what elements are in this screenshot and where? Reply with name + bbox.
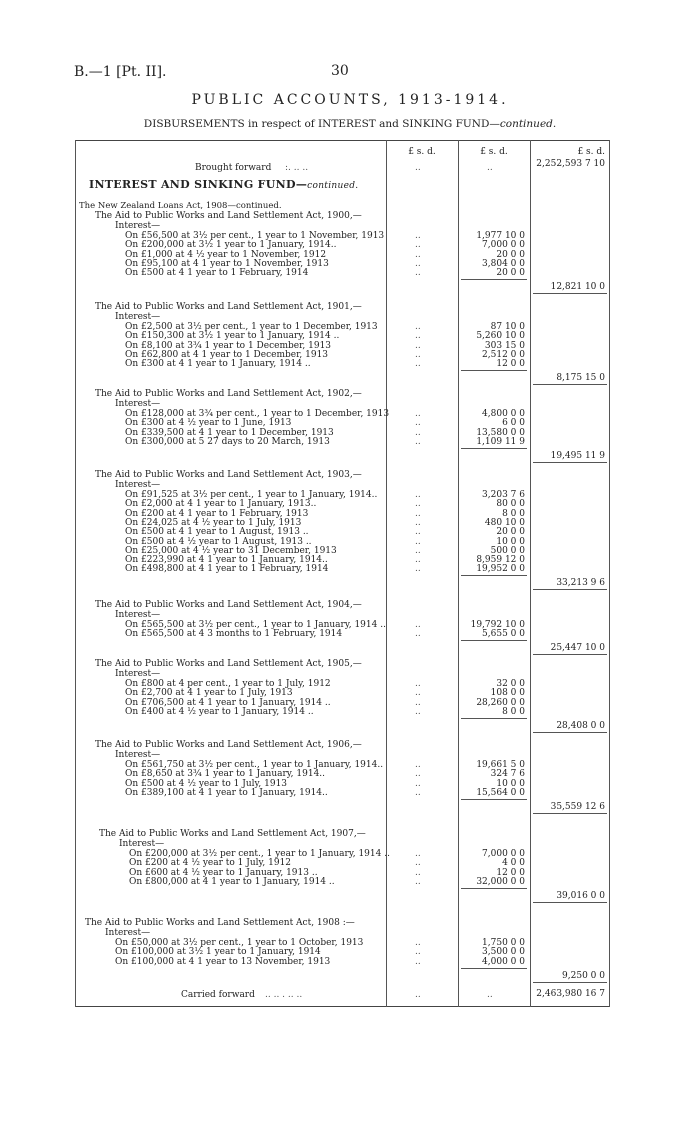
line-item-description: On £200,000 at 3½ 1 year to 1 January, 1914.. (125, 240, 337, 251)
line-item-amount: 87 10 0 (490, 322, 525, 332)
interest-label: Interest— (115, 312, 161, 322)
line-item-amount: 32 0 0 (496, 679, 525, 689)
line-item-col1-dots: .. (415, 956, 421, 967)
line-item-description: On £56,500 at 3½ per cent., 1 year to 1 November, 1913 (125, 231, 385, 241)
group-total-rule (533, 462, 607, 463)
group-subtotal-rule (461, 718, 527, 719)
line-item-amount: 7,000 0 0 (482, 240, 525, 251)
col3-header: £ s. d. (577, 147, 605, 157)
group-total-rule (533, 654, 607, 655)
line-item-amount: 32,000 0 0 (476, 876, 525, 887)
line-item-amount: 20 0 0 (496, 249, 525, 260)
carried-forward-col2-dots: .. (487, 990, 493, 1000)
line-item-description: On £500 at 4 ½ year to 1 August, 1913 .. (125, 536, 312, 547)
line-item-amount: 3,804 0 0 (482, 258, 525, 269)
line-item-description: On £200 at 4 1 year to 1 February, 1913 (125, 508, 309, 519)
line-item-amount: 80 0 0 (496, 499, 525, 510)
line-item-col1-dots: .. (415, 769, 421, 780)
line-item-description: On £339,500 at 4 1 year to 1 December, 1913 (125, 427, 334, 438)
group-title: The Aid to Public Works and Land Settlement Act, 1901,— (95, 302, 362, 312)
line-item-description: On £498,800 at 4 1 year to 1 February, 1914 (125, 564, 329, 575)
line-item-amount: 12 0 0 (496, 867, 525, 878)
group-total: 28,408 0 0 (556, 720, 605, 731)
line-item-col1-dots: .. (415, 527, 421, 538)
line-item-description: On £565,500 at 3½ per cent., 1 year to 1 January, 1914 .. (125, 620, 386, 630)
line-item-description: On £50,000 at 3½ per cent., 1 year to 1 October, 1913 (115, 938, 364, 948)
brought-forward-label: Brought forward (195, 163, 272, 173)
col1-header: £ s. d. (408, 147, 436, 157)
brought-forward-col1-dots: .. (415, 163, 421, 173)
group-subtotal-rule (461, 888, 527, 889)
line-item-description: On £150,300 at 3½ 1 year to 1 January, 1914 .. (125, 331, 340, 342)
document-reference: B.—1 [Pt. II]. (74, 64, 167, 80)
line-item-description: On £500 at 4 1 year to 1 February, 1914 (125, 268, 309, 279)
line-item-amount: 4,800 0 0 (482, 409, 525, 419)
group-title: The Aid to Public Works and Land Settlement Act, 1903,— (95, 470, 362, 480)
group-total: 8,175 15 0 (556, 373, 605, 384)
line-item-amount: 500 0 0 (490, 545, 525, 556)
line-item-amount: 4,000 0 0 (482, 956, 525, 967)
line-item-col1-dots: .. (415, 490, 421, 500)
line-item-amount: 1,977 10 0 (476, 231, 525, 241)
line-item-col1-dots: .. (415, 240, 421, 251)
line-item-amount: 12 0 0 (496, 359, 525, 370)
line-item-amount: 324 7 6 (490, 769, 525, 780)
line-item-description: On £24,025 at 4 ½ year to 1 July, 1913 (125, 517, 302, 528)
line-item-description: On £1,000 at 4 ½ year to 1 November, 1912 (125, 249, 327, 260)
carried-forward-label: Carried forward (181, 990, 255, 1000)
line-item-col1-dots: .. (415, 620, 421, 630)
line-item-description: On £128,000 at 3¾ per cent., 1 year to 1 December, 1913 (125, 409, 390, 419)
line-item-col1-dots: .. (415, 760, 421, 770)
line-item-col1-dots: .. (415, 876, 421, 887)
col2-header: £ s. d. (480, 147, 508, 157)
line-item-col1-dots: .. (415, 706, 421, 717)
brought-forward-dots: :. .. .. (285, 163, 309, 173)
line-item-amount: 19,952 0 0 (476, 564, 525, 575)
line-item-amount: 10 0 0 (496, 536, 525, 547)
line-item-description: On £565,500 at 4 3 months to 1 February, 1914 (125, 629, 343, 640)
line-item-amount: 20 0 0 (496, 268, 525, 279)
line-item-col1-dots: .. (415, 688, 421, 699)
line-item-col1-dots: .. (415, 508, 421, 519)
line-item-description: On £91,525 at 3½ per cent., 1 year to 1 January, 1914.. (125, 490, 378, 500)
line-item-col1-dots: .. (415, 787, 421, 798)
group-total-rule (533, 384, 607, 385)
interest-label: Interest— (115, 221, 161, 231)
page-title: PUBLIC ACCOUNTS, 1913-1914. (191, 92, 509, 108)
group-title: The Aid to Public Works and Land Settlement Act, 1900,— (95, 211, 362, 221)
line-item-col1-dots: .. (415, 517, 421, 528)
line-item-description: On £100,000 at 3½ 1 year to 1 January, 1914 (115, 947, 321, 958)
line-item-col1-dots: .. (415, 409, 421, 419)
col1-left-rule (386, 140, 387, 1007)
line-item-col1-dots: .. (415, 697, 421, 708)
line-item-amount: 1,750 0 0 (482, 938, 525, 948)
line-item-col1-dots: .. (415, 499, 421, 510)
line-item-amount: 3,500 0 0 (482, 947, 525, 958)
act-intro: The New Zealand Loans Act, 1908—continued. (79, 201, 282, 211)
line-item-description: On £400 at 4 ½ year to 1 January, 1914 .. (125, 706, 314, 717)
group-total-rule (533, 293, 607, 294)
line-item-col1-dots: .. (415, 536, 421, 547)
group-total: 35,559 12 6 (550, 801, 605, 812)
line-item-description: On £200,000 at 3½ per cent., 1 year to 1 January, 1914 .. (129, 849, 390, 859)
interest-label: Interest— (115, 750, 161, 760)
brought-forward-total: 2,252,593 7 10 (536, 159, 605, 169)
group-total-rule (533, 589, 607, 590)
line-item-amount: 28,260 0 0 (476, 697, 525, 708)
line-item-amount: 19,792 10 0 (470, 620, 525, 630)
line-item-description: On £25,000 at 4 ½ year to 31 December, 1913 (125, 545, 337, 556)
brought-forward-col2-dots: .. (487, 163, 493, 173)
line-item-amount: 5,655 0 0 (482, 629, 525, 640)
section-title-continued: continued. (307, 181, 359, 191)
table-right-rule (609, 140, 610, 1007)
line-item-description: On £95,100 at 4 1 year to 1 November, 1913 (125, 258, 329, 269)
line-item-description: On £200 at 4 ½ year to 1 July, 1912 (129, 858, 292, 869)
line-item-description: On £600 at 4 ½ year to 1 January, 1913 .. (129, 867, 318, 878)
line-item-col1-dots: .. (415, 418, 421, 429)
line-item-amount: 480 10 0 (484, 517, 525, 528)
section-title-text: INTEREST AND SINKING FUND— (89, 178, 308, 191)
line-item-description: On £800,000 at 4 1 year to 1 January, 1914 .. (129, 876, 335, 887)
subtitle-continued: continued. (499, 118, 557, 130)
line-item-col1-dots: .. (415, 349, 421, 360)
line-item-amount: 108 0 0 (490, 688, 525, 699)
line-item-col1-dots: .. (415, 359, 421, 370)
line-item-amount: 10 0 0 (496, 778, 525, 789)
line-item-description: On £62,800 at 4 1 year to 1 December, 1913 (125, 349, 329, 360)
line-item-description: On £100,000 at 4 1 year to 13 November, 1913 (115, 956, 331, 967)
group-total-rule (533, 732, 607, 733)
interest-label: Interest— (119, 839, 165, 849)
interest-label: Interest— (105, 928, 151, 938)
line-item-amount: 4 0 0 (502, 858, 525, 869)
line-item-col1-dots: .. (415, 947, 421, 958)
interest-label: Interest— (115, 669, 161, 679)
line-item-description: On £300,000 at 5 27 days to 20 March, 1913 (125, 436, 330, 447)
group-total-rule (533, 902, 607, 903)
group-title: The Aid to Public Works and Land Settlement Act, 1902,— (95, 389, 362, 399)
line-item-col1-dots: .. (415, 564, 421, 575)
line-item-col1-dots: .. (415, 555, 421, 566)
line-item-col1-dots: .. (415, 258, 421, 269)
accounts-table (75, 140, 610, 1007)
line-item-amount: 303 15 0 (484, 340, 525, 351)
group-total-rule (533, 982, 607, 983)
group-title: The Aid to Public Works and Land Settlement Act, 1906,— (95, 740, 362, 750)
line-item-description: On £8,100 at 3¾ 1 year to 1 December, 1913 (125, 340, 332, 351)
line-item-col1-dots: .. (415, 778, 421, 789)
line-item-col1-dots: .. (415, 545, 421, 556)
line-item-amount: 8 0 0 (502, 706, 525, 717)
group-subtotal-rule (461, 575, 527, 576)
line-item-col1-dots: .. (415, 231, 421, 241)
group-total: 33,213 9 6 (556, 578, 605, 589)
line-item-amount: 2,512 0 0 (482, 349, 525, 360)
line-item-description: On £223,990 at 4 1 year to 1 January, 1914.. (125, 555, 328, 566)
line-item-amount: 20 0 0 (496, 527, 525, 538)
group-total: 39,016 0 0 (556, 890, 605, 901)
line-item-col1-dots: .. (415, 849, 421, 859)
section-title (89, 180, 358, 191)
line-item-description: On £389,100 at 4 1 year to 1 January, 1914.. (125, 787, 328, 798)
line-item-col1-dots: .. (415, 867, 421, 878)
line-item-amount: 6 0 0 (502, 418, 525, 429)
line-item-amount: 3,203 7 6 (482, 490, 525, 500)
group-subtotal-rule (461, 448, 527, 449)
line-item-description: On £500 at 4 ½ year to 1 July, 1913 (125, 778, 288, 789)
group-title: The Aid to Public Works and Land Settlement Act, 1907,— (99, 829, 366, 839)
group-total: 12,821 10 0 (550, 282, 605, 293)
group-total: 9,250 0 0 (562, 970, 605, 981)
line-item-col1-dots: .. (415, 427, 421, 438)
carried-forward-dots: .. .. . .. .. (265, 990, 303, 1000)
carried-forward-total: 2,463,980 16 7 (536, 989, 605, 999)
group-total-rule (533, 813, 607, 814)
page-subtitle (0, 118, 700, 130)
line-item-description: On £8,650 at 3¾ 1 year to 1 January, 1914.. (125, 769, 326, 780)
group-total: 25,447 10 0 (550, 643, 605, 654)
line-item-col1-dots: .. (415, 858, 421, 869)
line-item-description: On £300 at 4 ½ year to 1 June, 1913 (125, 418, 292, 429)
line-item-col1-dots: .. (415, 268, 421, 279)
line-item-description: On £800 at 4 per cent., 1 year to 1 July, 1912 (125, 679, 331, 689)
group-title: The Aid to Public Works and Land Settlement Act, 1904,— (95, 600, 362, 610)
interest-label: Interest— (115, 480, 161, 490)
line-item-amount: 1,109 11 9 (476, 436, 525, 447)
line-item-amount: 13,580 0 0 (476, 427, 525, 438)
group-title: The Aid to Public Works and Land Settlement Act, 1905,— (95, 659, 362, 669)
page-number: 30 (331, 63, 349, 79)
line-item-amount: 15,564 0 0 (476, 787, 525, 798)
group-subtotal-rule (461, 640, 527, 641)
interest-label: Interest— (115, 610, 161, 620)
line-item-amount: 8 0 0 (502, 508, 525, 519)
line-item-amount: 8,959 12 0 (476, 555, 525, 566)
line-item-amount: 5,260 10 0 (476, 331, 525, 342)
line-item-description: On £500 at 4 1 year to 1 August, 1913 .. (125, 527, 309, 538)
line-item-col1-dots: .. (415, 322, 421, 332)
line-item-description: On £2,700 at 4 1 year to 1 July, 1913 (125, 688, 293, 699)
line-item-col1-dots: .. (415, 938, 421, 948)
line-item-description: On £561,750 at 3½ per cent., 1 year to 1 January, 1914.. (125, 760, 384, 770)
subtitle-text: DISBURSEMENTS in respect of INTEREST and SINKING FUND— (143, 118, 500, 130)
group-subtotal-rule (461, 799, 527, 800)
line-item-col1-dots: .. (415, 249, 421, 260)
group-title: The Aid to Public Works and Land Settlement Act, 1908 :— (85, 918, 355, 928)
line-item-description: On £300 at 4 1 year to 1 January, 1914 .. (125, 359, 311, 370)
line-item-description: On £706,500 at 4 1 year to 1 January, 1914 .. (125, 697, 331, 708)
group-subtotal-rule (461, 279, 527, 280)
line-item-description: On £2,500 at 3½ per cent., 1 year to 1 December, 1913 (125, 322, 378, 332)
interest-label: Interest— (115, 399, 161, 409)
line-item-col1-dots: .. (415, 340, 421, 351)
line-item-col1-dots: .. (415, 629, 421, 640)
group-total: 19,495 11 9 (550, 450, 605, 461)
line-item-amount: 7,000 0 0 (482, 849, 525, 859)
col3-left-rule (530, 140, 531, 1007)
table-left-rule (75, 140, 76, 1007)
line-item-col1-dots: .. (415, 331, 421, 342)
line-item-description: On £2,000 at 4 1 year to 1 January, 1913.. (125, 499, 317, 510)
line-item-col1-dots: .. (415, 679, 421, 689)
group-subtotal-rule (461, 968, 527, 969)
carried-forward-col1-dots: .. (415, 990, 421, 1000)
line-item-amount: 19,661 5 0 (476, 760, 525, 770)
group-subtotal-rule (461, 370, 527, 371)
line-item-col1-dots: .. (415, 436, 421, 447)
